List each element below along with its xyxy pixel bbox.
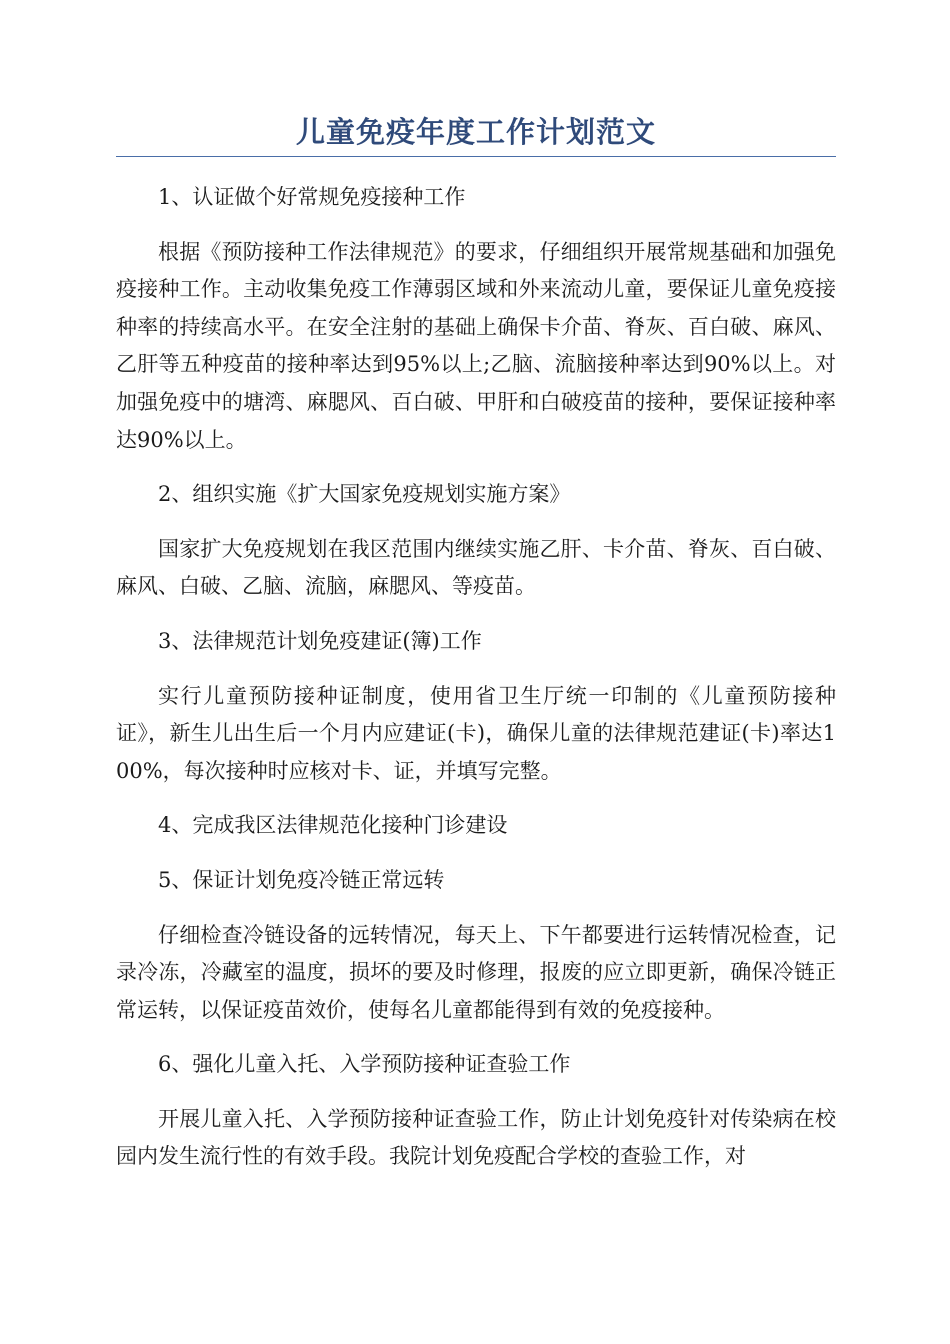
section-heading-2: 2、组织实施《扩大国家免疫规划实施方案》 xyxy=(158,482,571,507)
section-body-3: 实行儿童预防接种证制度，使用省卫生厅统一印制的《儿童预防接种证》，新生儿出生后一个月内应建证(卡)，确保儿童的法律规范建证(卡)率达100%，每次接种时应核对卡、证，并填写完整。 xyxy=(116,683,836,783)
page-title: 儿童免疫年度工作计划范文 xyxy=(295,115,656,149)
section-body-6: 开展儿童入托、入学预防接种证查验工作，防止计划免疫针对传染病在校园内发生流行性的有效手段。我院计划免疫配合学校的查验工作，对 xyxy=(116,1106,836,1169)
section-heading-5: 5、保证计划免疫冷链正常远转 xyxy=(158,867,445,892)
section-body-5: 仔细检查冷链设备的远转情况，每天上、下午都要进行运转情况检查，记录冷冻，冷藏室的温度，损坏的要及时修理，报废的应立即更新，确保冷链正常运转，以保证疫苗效价，使每名儿童都能得到有效的免疫接种。 xyxy=(116,922,836,1022)
section-heading-3: 3、法律规范计划免疫建证(簿)工作 xyxy=(158,628,482,653)
section-body-2: 国家扩大免疫规划在我区范围内继续实施乙肝、卡介苗、脊灰、百白破、麻风、白破、乙脑、流脑，麻腮风、等疫苗。 xyxy=(116,536,836,599)
section-heading-1: 1、认证做个好常规免疫接种工作 xyxy=(158,185,466,209)
section-body-1: 根据《预防接种工作法律规范》的要求，仔细组织开展常规基础和加强免疫接种工作。主动收集免疫工作薄弱区域和外来流动儿童，要保证儿童免疫接种率的持续高水平。在安全注射的基础上确保卡介苗、脊灰、百白破、麻风、乙肝等五种疫苗的接种率达到95%以上;乙脑、流脑接种率达到90%以上。对加强免疫中的塘湾、麻腮风、百白破、甲肝和白破疫苗的接种，要保证接种率达90%以上。 xyxy=(116,239,836,452)
title-underline xyxy=(116,156,836,157)
section-heading-6: 6、强化儿童入托、入学预防接种证查验工作 xyxy=(158,1052,571,1077)
document-page xyxy=(116,110,836,1193)
section-heading-4: 4、完成我区法律规范化接种门诊建设 xyxy=(158,813,508,838)
